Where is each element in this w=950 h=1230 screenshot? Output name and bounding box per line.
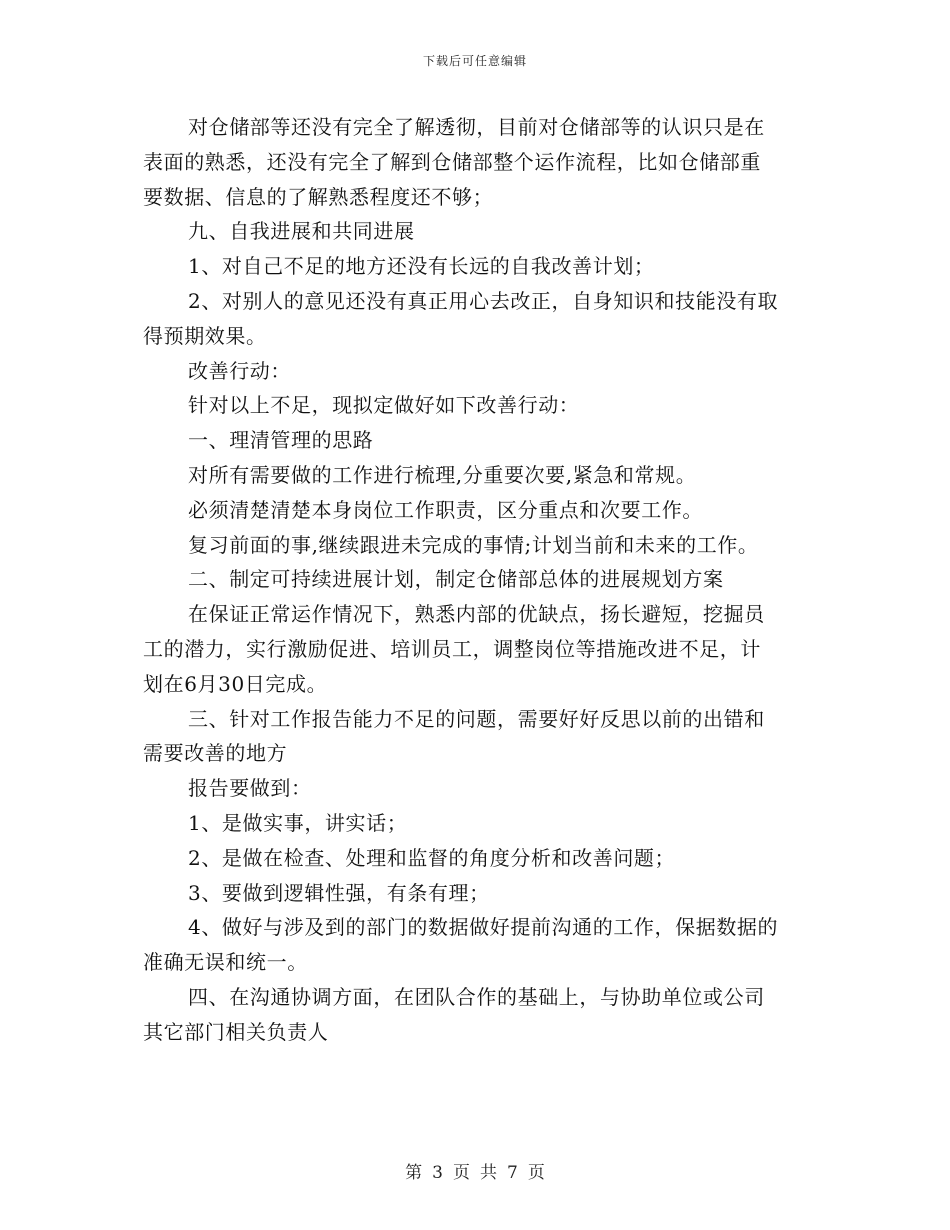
current-page-number: 3: [432, 1163, 443, 1183]
list-item: 2、是做在检查、处理和监督的角度分析和改善问题；: [188, 845, 676, 870]
document-body: [143, 112, 808, 1052]
paragraph-line: 报告要做到：: [188, 776, 312, 801]
paragraph-line: 得预期效果。: [143, 323, 267, 348]
list-item: 3、要做到逻辑性强，有条有理；: [188, 880, 490, 905]
paragraph-line: 复习前面的事,继续跟进未完成的事情;计划当前和未来的工作。: [188, 532, 759, 557]
paragraph-line: 其它部门相关负责人: [143, 1019, 329, 1044]
paragraph-line: 在保证正常运作情况下，熟悉内部的优缺点，扬长避短，挖掘员: [188, 602, 765, 627]
page-header: 下载后可任意编辑: [422, 54, 527, 68]
page-label-mid: 页: [453, 1163, 470, 1183]
list-item: 4、做好与涉及到的部门的数据做好提前沟通的工作，保据数据的: [188, 915, 779, 940]
list-item: 1、是做实事，讲实话；: [188, 810, 408, 835]
section-heading: 四、在沟通协调方面，在团队合作的基础上，与协助单位或公司: [188, 984, 765, 1009]
paragraph-line: 表面的熟悉，还没有完全了解到仓储部整个运作流程，比如仓储部重: [143, 149, 761, 174]
section-heading: 二、制定可持续进展计划，制定仓储部总体的进展规划方案: [188, 567, 724, 592]
total-pages-number: 7: [507, 1163, 518, 1183]
section-heading: 一、理清管理的思路: [188, 428, 374, 453]
page-label-total-prefix: 共: [480, 1163, 497, 1183]
page-label-suffix: 页: [527, 1163, 545, 1183]
paragraph-line: 必须清楚清楚本身岗位工作职责，区分重点和次要工作。: [188, 497, 703, 522]
page-footer: [0, 1158, 950, 1183]
section-heading: 改善行动：: [188, 358, 291, 383]
page-label-prefix: 第: [405, 1163, 423, 1183]
paragraph-line: 准确无误和统一。: [143, 950, 308, 975]
section-heading: 九、自我进展和共同进展: [188, 219, 415, 244]
paragraph-line: 需要改善的地方: [143, 741, 288, 766]
list-item: 2、对别人的意见还没有真正用心去改正，自身知识和技能没有取: [188, 288, 779, 313]
list-item: 1、对自己不足的地方还没有长远的自我改善计划；: [188, 254, 655, 279]
paragraph-line: 针对以上不足，现拟定做好如下改善行动：: [188, 393, 580, 418]
paragraph-line: 对所有需要做的工作进行梳理,分重要次要,紧急和常规。: [188, 462, 697, 487]
paragraph-line: 对仓储部等还没有完全了解透彻，目前对仓储部等的认识只是在: [188, 115, 765, 139]
paragraph-line: 工的潜力，实行激励促进、培训员工，调整岗位等措施改进不足，计: [143, 636, 761, 661]
section-heading: 三、针对工作报告能力不足的问题，需要好好反思以前的出错和: [188, 706, 765, 731]
paragraph-line: 划在6月30日完成。: [143, 671, 328, 696]
paragraph-line: 要数据、信息的了解熟悉程度还不够；: [143, 184, 494, 209]
